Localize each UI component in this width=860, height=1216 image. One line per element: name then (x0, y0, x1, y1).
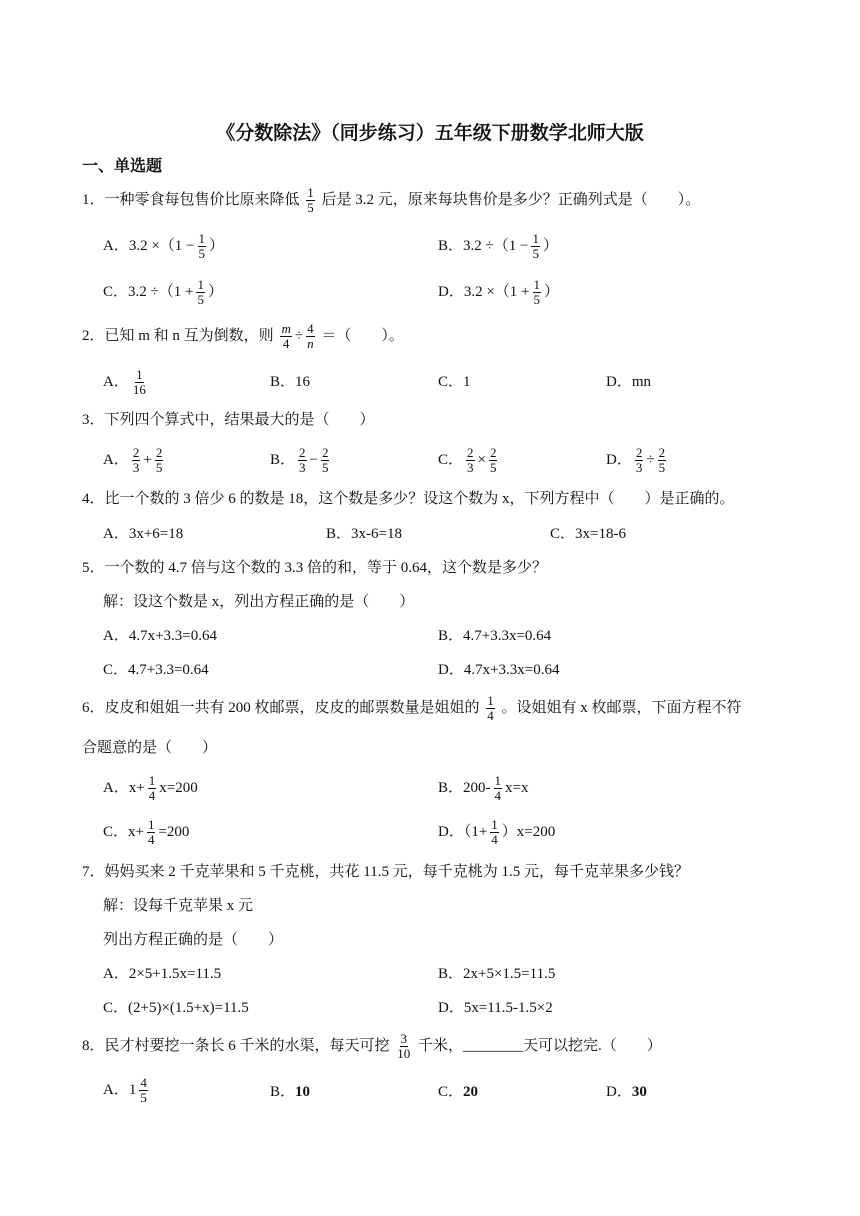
question-number: 1． (82, 191, 105, 208)
option-a[interactable]: A．4.7x+3.3=0.64 (103, 628, 218, 644)
option-a[interactable]: A．2×5+1.5x=11.5 (103, 966, 222, 982)
option-b[interactable]: B．16 (270, 374, 311, 390)
solution-text: 解：设每千克苹果 x 元 (103, 898, 254, 914)
option-c[interactable]: C．4.7+3.3=0.64 (103, 662, 209, 678)
option-b[interactable]: B．10 (270, 1084, 311, 1100)
question-6-continued: 合题意的是（ ） (82, 740, 218, 756)
solution-text: 列出方程正确的是（ ） (103, 932, 284, 948)
option-d[interactable]: D．（1+ $\frac{1}{4}$ ）x=200 (438, 817, 556, 847)
question-2: 2．已知 m 和 n 互为倒数，则 $\frac{m}{4}$ ÷ $\frac{4}{n}$ ＝（ ）。 (82, 321, 404, 351)
option-d[interactable]: D．mn (606, 374, 652, 390)
option-a[interactable]: A．3x+6=18 (103, 526, 184, 542)
fraction: $\frac{1}{5}$ (307, 185, 314, 215)
option-c[interactable]: C．x+ $\frac{1}{4}$ =200 (103, 817, 190, 847)
option-a[interactable]: A．1 $\frac{4}{5}$ (103, 1075, 147, 1105)
option-b[interactable]: B．4.7+3.3x=0.64 (438, 628, 552, 644)
option-c[interactable]: C．1 (438, 374, 471, 390)
question-6: 6．皮皮和姐姐一共有 200 枚邮票，皮皮的邮票数量是姐姐的 $\frac{1}{4}$ 。设姐姐有 x 枚邮票，下面方程不符 (82, 693, 742, 723)
option-c[interactable]: C．(2+5)×(1.5+x)=11.5 (103, 1000, 249, 1016)
option-c[interactable]: C．20 (438, 1084, 479, 1100)
option-d[interactable]: D．30 (606, 1084, 647, 1100)
question-text: 后是 3.2 元，原来每块售价是多少？正确列式是（ ）。 (321, 191, 701, 208)
question-5: 5．一个数的 4.7 倍与这个数的 3.3 倍的和，等于 0.64，这个数是多少？ (82, 560, 548, 576)
option-d[interactable]: D．3.2 ×（1 + $\frac{1}{5}$ ） (438, 277, 560, 307)
question-3: 3．下列四个算式中，结果最大的是（ ） (82, 412, 375, 428)
page-title: 《分数除法》（同步练习）五年级下册数学北师大版 (216, 122, 644, 144)
option-b[interactable]: B． $\frac{2}{3}$ − $\frac{2}{5}$ (270, 445, 329, 475)
question-8: 8．民才村要挖一条长 6 千米的水渠，每天可挖 $\frac{3}{10}$ 千米，________天可以挖完.（ ） (82, 1031, 662, 1061)
question-1 (82, 186, 700, 215)
option-d[interactable]: D．5x=11.5-1.5×2 (438, 1000, 553, 1016)
option-a[interactable]: A． $\frac{1}{16}$ (103, 367, 146, 397)
solution-text: 解：设这个数是 x，列出方程正确的是（ ） (103, 594, 415, 610)
option-b[interactable]: B．2x+5×1.5=11.5 (438, 966, 556, 982)
option-a[interactable]: A． $\frac{2}{3}$ + $\frac{2}{5}$ (103, 445, 163, 475)
question-4: 4．比一个数的 3 倍少 6 的数是 18，这个数是多少？设这个数为 x，下列方程中（ ）是正确的。 (82, 491, 735, 507)
option-d[interactable]: D．4.7x+3.3x=0.64 (438, 662, 560, 678)
option-b[interactable]: B．3.2 ÷（1 − $\frac{1}{5}$ ） (438, 231, 558, 261)
question-7: 7．妈妈买来 2 千克苹果和 5 千克桃，共花 11.5 元，每千克桃为 1.5 元，每千克苹果多少钱？ (82, 864, 689, 880)
option-b[interactable]: B．200- $\frac{1}{4}$ x=x (438, 773, 529, 803)
option-a[interactable]: A．x+ $\frac{1}{4}$ x=200 (103, 773, 198, 803)
option-c[interactable]: C．3x=18-6 (550, 526, 626, 542)
option-d[interactable]: D． $\frac{2}{3}$ ÷ $\frac{2}{5}$ (606, 445, 666, 475)
question-text: 一种零食每包售价比原来降低 (104, 191, 300, 208)
option-a[interactable]: A．3.2 ×（1 − $\frac{1}{5}$ ） (103, 231, 225, 261)
section-heading: 一、单选题 (82, 156, 163, 175)
option-c[interactable]: C． $\frac{2}{3}$ × $\frac{2}{5}$ (438, 445, 497, 475)
option-b[interactable]: B．3x-6=18 (326, 526, 402, 542)
option-c[interactable]: C．3.2 ÷（1 + $\frac{1}{5}$ ） (103, 277, 223, 307)
